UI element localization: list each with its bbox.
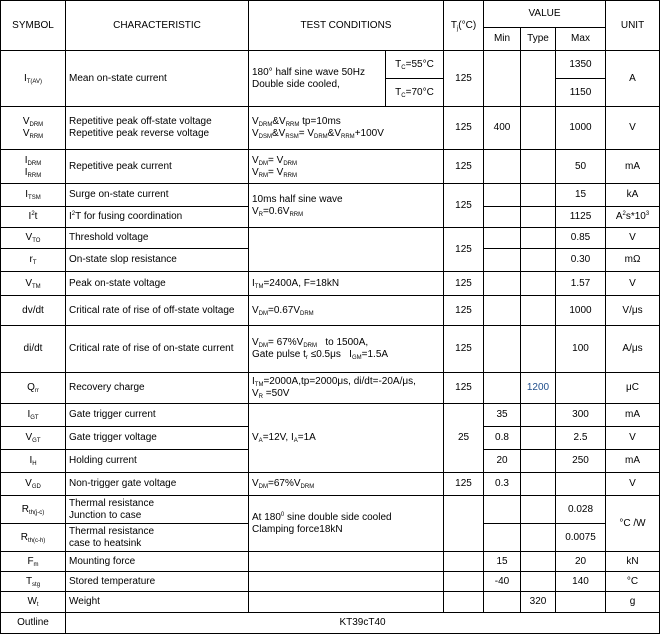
max-cell: 100 — [556, 326, 606, 373]
header-symbol: SYMBOL — [1, 1, 66, 51]
unit-cell: V/μs — [606, 296, 660, 326]
max-cell: 1125 — [556, 207, 606, 228]
unit-cell: A/μs — [606, 326, 660, 373]
unit-cell: mA — [606, 450, 660, 473]
max-cell: 140 — [556, 572, 606, 592]
unit-cell: kN — [606, 552, 660, 572]
type-cell — [521, 572, 556, 592]
max-cell: 1.57 — [556, 272, 606, 296]
row-vgd — [1, 473, 660, 496]
symbol-cell: $V_{DRM}$ $V_{RRM}$ — [1, 107, 66, 150]
header-max: Max — [556, 28, 606, 51]
max-cell: 250 — [556, 450, 606, 473]
header-tj: $T_j(^\circ C)$ — [444, 1, 484, 51]
min-cell: 15 — [484, 552, 521, 572]
symbol-cell: $I_{T(AV)}$ — [1, 51, 66, 107]
characteristic-cell: On-state slop resistance — [66, 249, 249, 272]
characteristic-cell: Thermal resistance Junction to case — [66, 496, 249, 524]
type-cell — [521, 296, 556, 326]
max-cell: 1000 — [556, 107, 606, 150]
header-value: VALUE — [484, 1, 606, 28]
tc-cell: $T_C=55^\circ C$ — [386, 51, 444, 79]
condition-cell: 180° half sine wave 50Hz Double side cooled, — [249, 51, 386, 107]
unit-cell: mA — [606, 404, 660, 427]
symbol-cell: $V_{TM}$ — [1, 272, 66, 296]
unit-cell: g — [606, 592, 660, 613]
type-cell — [521, 51, 556, 107]
condition-cell — [249, 228, 444, 272]
unit-cell: V — [606, 272, 660, 296]
symbol-cell: $V_{TO}$ — [1, 228, 66, 249]
min-cell: -40 — [484, 572, 521, 592]
header-unit: UNIT — [606, 1, 660, 51]
tj-cell: 125 — [444, 51, 484, 107]
row-itsm — [1, 184, 660, 207]
type-cell — [521, 228, 556, 249]
max-cell — [556, 373, 606, 404]
row-vtm — [1, 272, 660, 296]
symbol-cell: $V_{GT}$ — [1, 427, 66, 450]
unit-cell: V — [606, 473, 660, 496]
type-cell — [521, 107, 556, 150]
characteristic-cell: Recovery charge — [66, 373, 249, 404]
tj-cell: 125 — [444, 326, 484, 373]
unit-cell: mA — [606, 150, 660, 184]
min-cell: 35 — [484, 404, 521, 427]
min-cell — [484, 296, 521, 326]
unit-cell: kA — [606, 184, 660, 207]
tj-cell: 125 — [444, 228, 484, 272]
row-tstg — [1, 572, 660, 592]
unit-cell: mΩ — [606, 249, 660, 272]
type-cell — [521, 249, 556, 272]
condition-cell: $V_{DM}= 67\%V_{DRM}$ to 1500A, Gate pulse $t_r \le 0.5\mu s$ $I_{GM}=1.5A$ — [249, 326, 444, 373]
symbol-cell: $r_T$ — [1, 249, 66, 272]
condition-cell: $V_{DRM}\&V_{RRM}$ tp=10ms $V_{DSM}\&V_{RSM}=$ $V_{DRM}\&V_{RRM}+100V$ — [249, 107, 444, 150]
row-qrr — [1, 373, 660, 404]
type-cell — [521, 404, 556, 427]
type-cell — [521, 473, 556, 496]
characteristic-cell: Thermal resistance case to heatsink — [66, 524, 249, 552]
symbol-cell: $F_m$ — [1, 552, 66, 572]
characteristic-cell: Critical rate of rise of off-state voltage — [66, 296, 249, 326]
min-cell — [484, 272, 521, 296]
max-cell: 1000 — [556, 296, 606, 326]
max-cell: 1150 — [556, 79, 606, 107]
min-cell — [484, 326, 521, 373]
type-cell: 320 — [521, 592, 556, 613]
min-cell — [484, 51, 521, 107]
tj-cell: 125 — [444, 107, 484, 150]
row-idrm — [1, 150, 660, 184]
tj-cell: 125 — [444, 184, 484, 228]
max-cell — [556, 592, 606, 613]
outline-label: Outline — [1, 613, 66, 634]
type-cell — [521, 496, 556, 524]
tj-cell: 125 — [444, 373, 484, 404]
type-cell — [521, 326, 556, 373]
characteristic-cell: Gate trigger voltage — [66, 427, 249, 450]
symbol-cell: di/dt — [1, 326, 66, 373]
type-cell — [521, 450, 556, 473]
row-didt — [1, 326, 660, 373]
symbol-cell: $W_t$ — [1, 592, 66, 613]
symbol-cell: $V_{GD}$ — [1, 473, 66, 496]
tj-cell: 125 — [444, 473, 484, 496]
symbol-cell: $I^2t$ — [1, 207, 66, 228]
max-cell: 20 — [556, 552, 606, 572]
type-cell — [521, 272, 556, 296]
condition-cell: $V_{DM}= V_{DRM}$ $V_{RM}= V_{RRM}$ — [249, 150, 444, 184]
condition-cell: 10ms half sine wave $V_R=0.6V_{RRM}$ — [249, 184, 444, 228]
characteristic-cell: Gate trigger current — [66, 404, 249, 427]
row-dvdt — [1, 296, 660, 326]
unit-cell: V — [606, 107, 660, 150]
max-cell: 0.85 — [556, 228, 606, 249]
condition-cell: $V_A=12V$, $I_A=1A$ — [249, 404, 444, 473]
tj-cell: 125 — [444, 296, 484, 326]
max-cell: 2.5 — [556, 427, 606, 450]
characteristic-cell: Mounting force — [66, 552, 249, 572]
row-wt — [1, 592, 660, 613]
max-cell: 0.30 — [556, 249, 606, 272]
min-cell — [484, 524, 521, 552]
row-fm — [1, 552, 660, 572]
min-cell: 0.3 — [484, 473, 521, 496]
symbol-cell: $T_{stg}$ — [1, 572, 66, 592]
header-row — [1, 1, 660, 28]
symbol-cell: $R_{th(c-h)}$ — [1, 524, 66, 552]
condition-cell: $V_{DM}=0.67V_{DRM}$ — [249, 296, 444, 326]
tj-cell: 125 — [444, 272, 484, 296]
header-min: Min — [484, 28, 521, 51]
type-cell: 1200 — [521, 373, 556, 404]
type-cell — [521, 552, 556, 572]
max-cell: 0.0075 — [556, 524, 606, 552]
characteristic-cell: Non-trigger gate voltage — [66, 473, 249, 496]
condition-cell — [249, 552, 444, 572]
tj-cell: 125 — [444, 150, 484, 184]
unit-cell: A — [606, 51, 660, 107]
characteristic-cell: $I^2T$ for fusing coordination — [66, 207, 249, 228]
tc-cell: $T_C=70^\circ C$ — [386, 79, 444, 107]
characteristic-cell: Threshold voltage — [66, 228, 249, 249]
unit-cell: °C — [606, 572, 660, 592]
min-cell: 400 — [484, 107, 521, 150]
symbol-cell: $Q_{rr}$ — [1, 373, 66, 404]
row-rthjc — [1, 496, 660, 524]
max-cell: 300 — [556, 404, 606, 427]
characteristic-cell: Critical rate of rise of on-state current — [66, 326, 249, 373]
min-cell: 0.8 — [484, 427, 521, 450]
characteristic-cell: Surge on-state current — [66, 184, 249, 207]
header-characteristic: CHARACTERISTIC — [66, 1, 249, 51]
min-cell — [484, 496, 521, 524]
characteristic-cell: Mean on-state current — [66, 51, 249, 107]
max-cell: 15 — [556, 184, 606, 207]
type-cell — [521, 184, 556, 207]
type-cell — [521, 524, 556, 552]
min-cell — [484, 373, 521, 404]
min-cell — [484, 228, 521, 249]
row-itav — [1, 51, 660, 79]
row-igt — [1, 404, 660, 427]
type-cell — [521, 207, 556, 228]
characteristic-cell: Holding current — [66, 450, 249, 473]
type-cell — [521, 427, 556, 450]
tj-cell — [444, 496, 484, 552]
symbol-cell: $R_{th(j-c)}$ — [1, 496, 66, 524]
unit-cell: V — [606, 228, 660, 249]
outline-value: KT39cT40 — [66, 613, 660, 634]
symbol-cell: $I_{DRM}$ $I_{RRM}$ — [1, 150, 66, 184]
characteristic-cell: Stored temperature — [66, 572, 249, 592]
condition-cell — [249, 572, 444, 592]
min-cell — [484, 249, 521, 272]
unit-cell: μC — [606, 373, 660, 404]
symbol-cell: $I_H$ — [1, 450, 66, 473]
characteristic-cell: Repetitive peak current — [66, 150, 249, 184]
tj-cell: 25 — [444, 404, 484, 473]
row-outline — [1, 613, 660, 634]
tj-cell — [444, 592, 484, 613]
tj-cell — [444, 572, 484, 592]
symbol-cell: $I_{GT}$ — [1, 404, 66, 427]
condition-cell: $I_{TM}=2400A$, F=18kN — [249, 272, 444, 296]
condition-cell: At $180^0$ sine double side cooled Clamping force18kN — [249, 496, 444, 552]
characteristic-cell: Weight — [66, 592, 249, 613]
max-cell: 50 — [556, 150, 606, 184]
row-vto — [1, 228, 660, 249]
condition-cell: $I_{TM}=2000A,tp=2000\mu s$, di/dt=-20A/μs, $V_R =50V$ — [249, 373, 444, 404]
symbol-cell: dv/dt — [1, 296, 66, 326]
min-cell — [484, 207, 521, 228]
header-type: Type — [521, 28, 556, 51]
condition-cell — [249, 592, 444, 613]
min-cell — [484, 592, 521, 613]
symbol-cell: $I_{TSM}$ — [1, 184, 66, 207]
unit-cell: °C /W — [606, 496, 660, 552]
min-cell — [484, 184, 521, 207]
tj-cell — [444, 552, 484, 572]
min-cell — [484, 150, 521, 184]
unit-cell: $A^2s*10^3$ — [606, 207, 660, 228]
type-cell — [521, 150, 556, 184]
condition-cell: $V_{DM}=67\%V_{DRM}$ — [249, 473, 444, 496]
characteristic-cell: Repetitive peak off-state voltage Repetitive peak reverse voltage — [66, 107, 249, 150]
unit-cell: V — [606, 427, 660, 450]
characteristic-cell: Peak on-state voltage — [66, 272, 249, 296]
max-cell: 1350 — [556, 51, 606, 79]
max-cell — [556, 473, 606, 496]
header-test-conditions: TEST CONDITIONS — [249, 1, 444, 51]
row-vdrm — [1, 107, 660, 150]
max-cell: 0.028 — [556, 496, 606, 524]
min-cell: 20 — [484, 450, 521, 473]
